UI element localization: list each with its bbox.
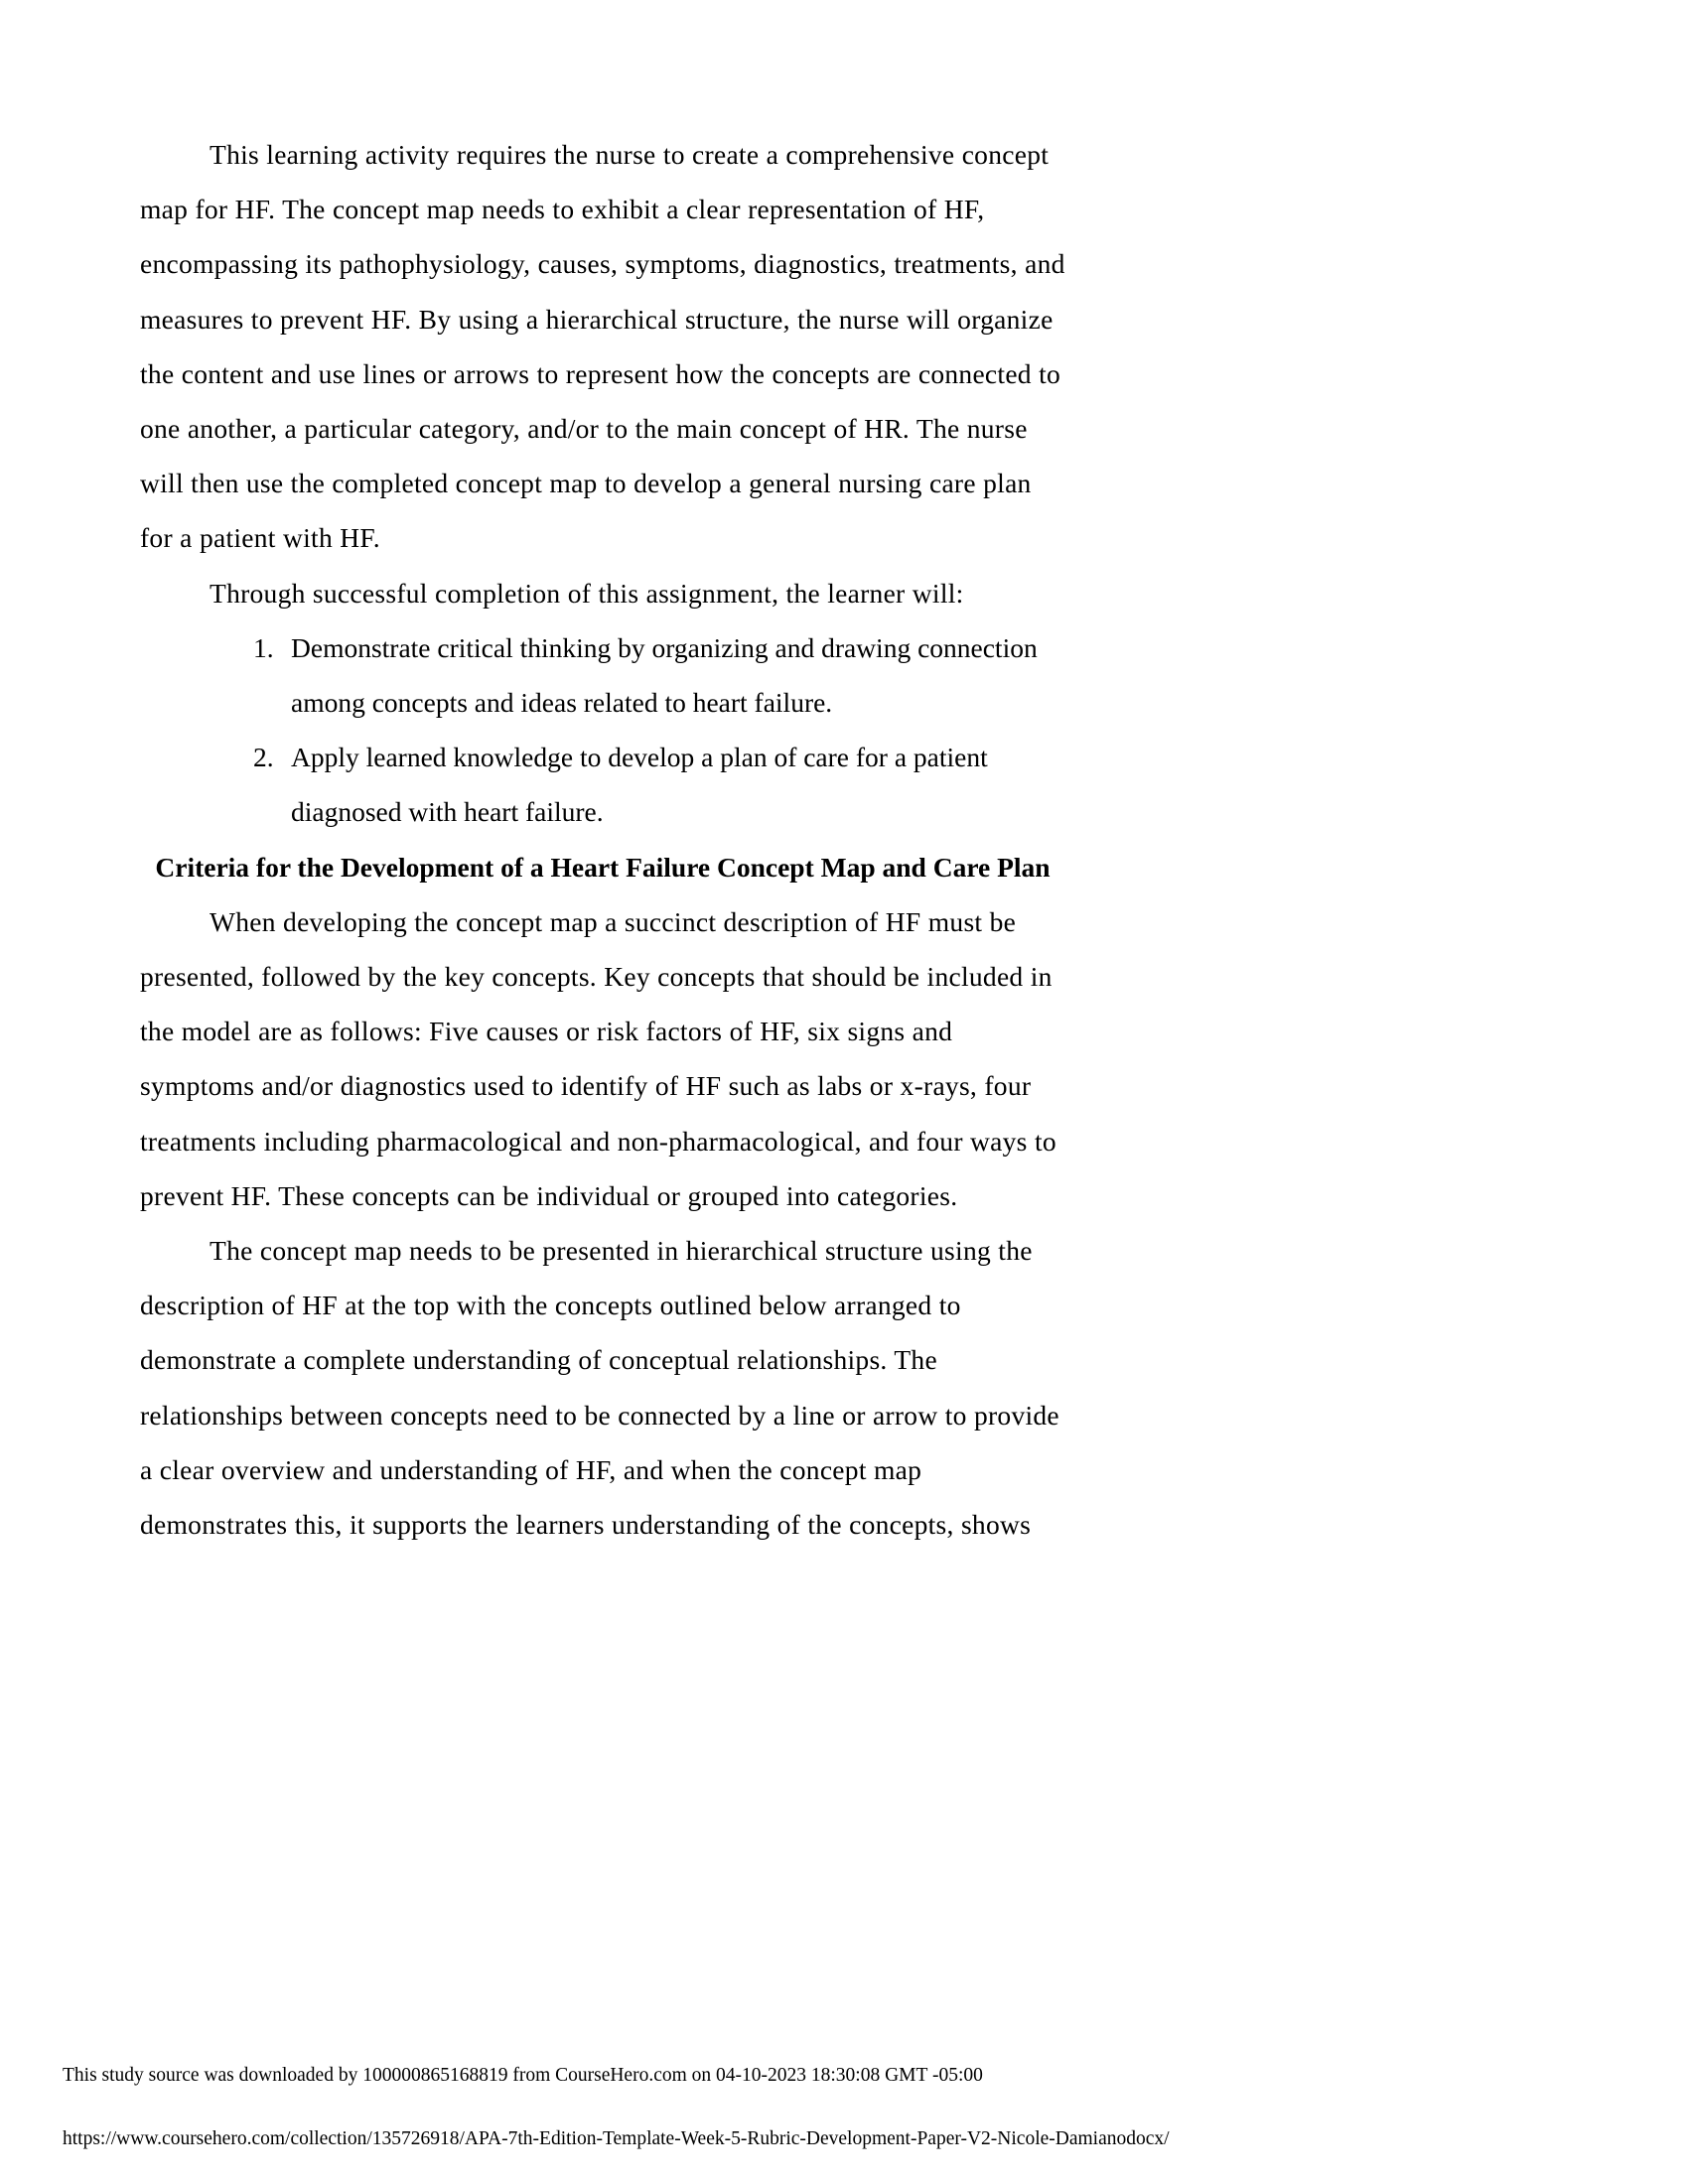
list-item (140, 730, 1065, 839)
list-item-number: 1. (253, 631, 274, 663)
footer-download-note (63, 2063, 1631, 2089)
learning-objectives-list (140, 620, 1065, 840)
list-item-number: 2. (253, 742, 274, 773)
list-item-text: Apply learned knowledge to develop a plan of care for a patient diagnosed with heart failure. (291, 742, 988, 828)
list-item-text: Demonstrate critical thinking by organizing and drawing connection among concepts and ideas related to heart failure. (291, 631, 1038, 719)
footer-source-url (63, 2126, 1631, 2152)
section-heading: Criteria for the Development of a Heart Failure Concept Map and Care Plan (155, 851, 1051, 883)
list-item (140, 620, 1065, 730)
paragraph-objectives-lead: Through successful completion of this assignment, the learner will: (210, 577, 964, 609)
footer-source-url-text: https://www.coursehero.com/collection/135726918/APA-7th-Edition-Template-Week-5-Rubric-Development-Paper-V2-Nicole-Damianodocx/ (63, 2128, 1170, 2149)
paragraph-hierarchy: The concept map needs to be presented in hierarchical structure using the description of HF at the top with the concepts outlined below arranged to demonstrate a complete understanding of conceptual relationships. The relationships between concepts need to be connected by a line or arrow to provide a clear overview and understanding of HF, and when the concept map demonstrates this, it supports the learners understanding of the concepts, shows (140, 1235, 1059, 1541)
document-body (140, 127, 1065, 1552)
footer-download-note-text: This study source was downloaded by 100000865168819 from CourseHero.com on 04-10-2023 18:30:08 GMT -05:00 (63, 2065, 983, 2086)
paragraph-intro: This learning activity requires the nurse to create a comprehensive concept map for HF. The concept map needs to exhibit a clear representation of HF, encompassing its pathophysiology, causes, symptoms, diagnostics, treatments, and measures to prevent HF. By using a hierarchical structure, the nurse will organize the content and use lines or arrows to represent how the concepts are connected to one another, a particular category, and/or to the main concept of HR. The nurse will then use the completed concept map to develop a general nursing care plan for a patient with HF. (140, 139, 1065, 554)
paragraph-criteria: When developing the concept map a succinct description of HF must be presented, followed by the key concepts. Key concepts that should be included in the model are as follows: Five causes or risk factors of HF, six signs and symptoms and/or diagnostics used to identify of HF such as labs or x-rays, four treatments including pharmacological and non-pharmacological, and four ways to prevent HF. These concepts can be individual or grouped into categories. (140, 905, 1056, 1211)
